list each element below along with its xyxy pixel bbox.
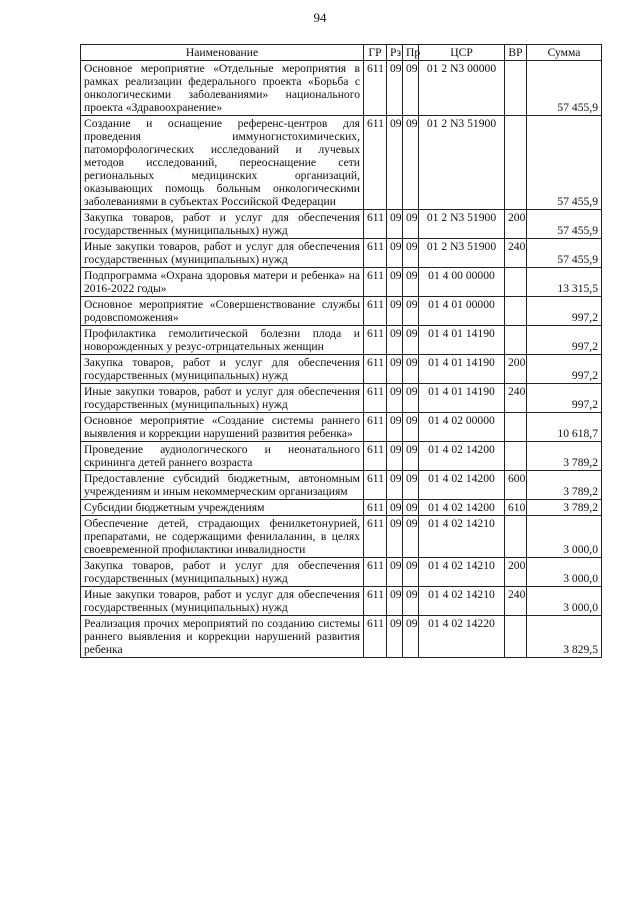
cell-rz: 09 (387, 558, 403, 587)
cell-csr: 01 4 02 14220 (419, 616, 505, 658)
table-row (81, 500, 602, 516)
cell-csr: 01 4 02 14200 (419, 500, 505, 516)
cell-rz: 09 (387, 326, 403, 355)
table-row (81, 413, 602, 442)
cell-rz: 09 (387, 471, 403, 500)
cell-vr (505, 616, 527, 658)
cell-sum: 3 789,2 (527, 442, 602, 471)
table-row (81, 471, 602, 500)
cell-csr: 01 4 02 00000 (419, 413, 505, 442)
cell-sum: 997,2 (527, 326, 602, 355)
cell-vr (505, 413, 527, 442)
cell-pr: 09 (403, 297, 419, 326)
cell-vr (505, 442, 527, 471)
cell-vr: 200 (505, 355, 527, 384)
cell-name: Основное мероприятие «Отдельные мероприятия в рамках реализации федерального проекта «Борьба с онкологическими заболеваниями» национального проекта «Здравоохранение» (81, 61, 364, 116)
cell-gr: 611 (364, 355, 387, 384)
cell-rz: 09 (387, 616, 403, 658)
table-row (81, 268, 602, 297)
cell-rz: 09 (387, 384, 403, 413)
cell-vr: 240 (505, 239, 527, 268)
table-row (81, 355, 602, 384)
cell-vr (505, 326, 527, 355)
cell-sum: 3 000,0 (527, 558, 602, 587)
cell-pr: 09 (403, 442, 419, 471)
cell-csr: 01 4 01 14190 (419, 355, 505, 384)
cell-gr: 611 (364, 297, 387, 326)
cell-csr: 01 2 N3 51900 (419, 116, 505, 210)
cell-csr: 01 4 01 14190 (419, 384, 505, 413)
cell-name: Закупка товаров, работ и услуг для обеспечения государственных (муниципальных) нужд (81, 355, 364, 384)
cell-csr: 01 4 02 14200 (419, 442, 505, 471)
cell-pr: 09 (403, 239, 419, 268)
cell-rz: 09 (387, 61, 403, 116)
cell-gr: 611 (364, 616, 387, 658)
header-gr: ГР (364, 45, 387, 61)
cell-name: Основное мероприятие «Создание системы раннего выявления и коррекции нарушений развития ребенка» (81, 413, 364, 442)
cell-sum: 57 455,9 (527, 116, 602, 210)
cell-name: Субсидии бюджетным учреждениям (81, 500, 364, 516)
cell-name: Профилактика гемолитической болезни плода и новорожденных у резус-отрицательных женщин (81, 326, 364, 355)
table-row (81, 616, 602, 658)
table-row (81, 116, 602, 210)
cell-gr: 611 (364, 210, 387, 239)
cell-name: Иные закупки товаров, работ и услуг для обеспечения государственных (муниципальных) нужд (81, 384, 364, 413)
cell-name: Подпрограмма «Охрана здоровья матери и ребенка» на 2016-2022 годы» (81, 268, 364, 297)
table-row (81, 210, 602, 239)
cell-pr: 09 (403, 210, 419, 239)
cell-vr (505, 516, 527, 558)
table-row (81, 587, 602, 616)
table-row (81, 442, 602, 471)
cell-sum: 3 000,0 (527, 587, 602, 616)
cell-rz: 09 (387, 442, 403, 471)
budget-table (80, 44, 602, 658)
cell-rz: 09 (387, 355, 403, 384)
cell-csr: 01 4 01 14190 (419, 326, 505, 355)
table-body (81, 61, 602, 658)
header-csr: ЦСР (419, 45, 505, 61)
header-sum: Сумма (527, 45, 602, 61)
cell-pr: 09 (403, 471, 419, 500)
cell-sum: 997,2 (527, 297, 602, 326)
cell-pr: 09 (403, 268, 419, 297)
cell-gr: 611 (364, 268, 387, 297)
cell-csr: 01 4 02 14210 (419, 516, 505, 558)
table-row (81, 516, 602, 558)
table-row (81, 384, 602, 413)
header-vr: ВР (505, 45, 527, 61)
cell-rz: 09 (387, 239, 403, 268)
cell-pr: 09 (403, 326, 419, 355)
cell-name: Реализация прочих мероприятий по созданию системы раннего выявления и коррекции нарушений развития ребенка (81, 616, 364, 658)
cell-vr (505, 297, 527, 326)
cell-sum: 3 829,5 (527, 616, 602, 658)
cell-gr: 611 (364, 558, 387, 587)
page-number: 94 (313, 10, 327, 25)
cell-rz: 09 (387, 500, 403, 516)
cell-csr: 01 4 02 14210 (419, 587, 505, 616)
cell-rz: 09 (387, 116, 403, 210)
cell-sum: 10 618,7 (527, 413, 602, 442)
cell-sum: 997,2 (527, 355, 602, 384)
header-rz: Рз (387, 45, 403, 61)
cell-csr: 01 2 N3 51900 (419, 210, 505, 239)
cell-name: Создание и оснащение референс-центров для проведения иммуногистохимических, патоморфологических исследований и лучевых методов исследований, переоснащение сети региональных медицинских организаций, оказывающих помощь больным онкологическими заболеваниями в субъектах Российской Федерации (81, 116, 364, 210)
cell-pr: 09 (403, 616, 419, 658)
cell-rz: 09 (387, 413, 403, 442)
header-name: Наименование (81, 45, 364, 61)
cell-pr: 09 (403, 61, 419, 116)
table-row (81, 326, 602, 355)
cell-vr (505, 268, 527, 297)
cell-vr (505, 116, 527, 210)
cell-pr: 09 (403, 355, 419, 384)
cell-name: Иные закупки товаров, работ и услуг для обеспечения государственных (муниципальных) нужд (81, 239, 364, 268)
cell-vr: 200 (505, 558, 527, 587)
header-pr: Пр (403, 45, 419, 61)
table-row (81, 61, 602, 116)
cell-rz: 09 (387, 587, 403, 616)
cell-gr: 611 (364, 116, 387, 210)
cell-csr: 01 4 02 14210 (419, 558, 505, 587)
cell-csr: 01 4 00 00000 (419, 268, 505, 297)
cell-rz: 09 (387, 297, 403, 326)
cell-sum: 997,2 (527, 384, 602, 413)
cell-gr: 611 (364, 413, 387, 442)
cell-name: Предоставление субсидий бюджетным, автономным учреждениям и иным некоммерческим организациям (81, 471, 364, 500)
cell-sum: 57 455,9 (527, 210, 602, 239)
cell-pr: 09 (403, 384, 419, 413)
cell-name: Проведение аудиологического и неонатального скрининга детей раннего возраста (81, 442, 364, 471)
cell-gr: 611 (364, 384, 387, 413)
cell-vr: 200 (505, 210, 527, 239)
cell-csr: 01 2 N3 00000 (419, 61, 505, 116)
cell-rz: 09 (387, 210, 403, 239)
cell-name: Обеспечение детей, страдающих фенилкетонурией, препаратами, не содержащими фенилаланин, в целях своевременной профилактики инвалидности (81, 516, 364, 558)
cell-gr: 611 (364, 471, 387, 500)
cell-sum: 3 789,2 (527, 471, 602, 500)
cell-sum: 3 000,0 (527, 516, 602, 558)
cell-gr: 611 (364, 442, 387, 471)
cell-csr: 01 4 01 00000 (419, 297, 505, 326)
cell-pr: 09 (403, 413, 419, 442)
cell-csr: 01 4 02 14200 (419, 471, 505, 500)
cell-pr: 09 (403, 587, 419, 616)
cell-sum: 57 455,9 (527, 61, 602, 116)
table-row (81, 297, 602, 326)
cell-rz: 09 (387, 268, 403, 297)
cell-vr: 240 (505, 587, 527, 616)
cell-pr: 09 (403, 558, 419, 587)
cell-gr: 611 (364, 239, 387, 268)
cell-gr: 611 (364, 587, 387, 616)
cell-name: Основное мероприятие «Совершенствование службы родовспоможения» (81, 297, 364, 326)
cell-csr: 01 2 N3 51900 (419, 239, 505, 268)
cell-pr: 09 (403, 116, 419, 210)
cell-sum: 13 315,5 (527, 268, 602, 297)
cell-rz: 09 (387, 516, 403, 558)
cell-name: Закупка товаров, работ и услуг для обеспечения государственных (муниципальных) нужд (81, 558, 364, 587)
cell-sum: 57 455,9 (527, 239, 602, 268)
cell-gr: 611 (364, 500, 387, 516)
cell-gr: 611 (364, 61, 387, 116)
cell-vr: 240 (505, 384, 527, 413)
table-header-row (81, 45, 602, 61)
cell-sum: 3 789,2 (527, 500, 602, 516)
cell-name: Закупка товаров, работ и услуг для обеспечения государственных (муниципальных) нужд (81, 210, 364, 239)
cell-pr: 09 (403, 500, 419, 516)
cell-vr (505, 61, 527, 116)
table-row (81, 558, 602, 587)
cell-vr: 610 (505, 500, 527, 516)
cell-pr: 09 (403, 516, 419, 558)
table-row (81, 239, 602, 268)
cell-vr: 600 (505, 471, 527, 500)
cell-name: Иные закупки товаров, работ и услуг для обеспечения государственных (муниципальных) нужд (81, 587, 364, 616)
cell-gr: 611 (364, 516, 387, 558)
cell-gr: 611 (364, 326, 387, 355)
